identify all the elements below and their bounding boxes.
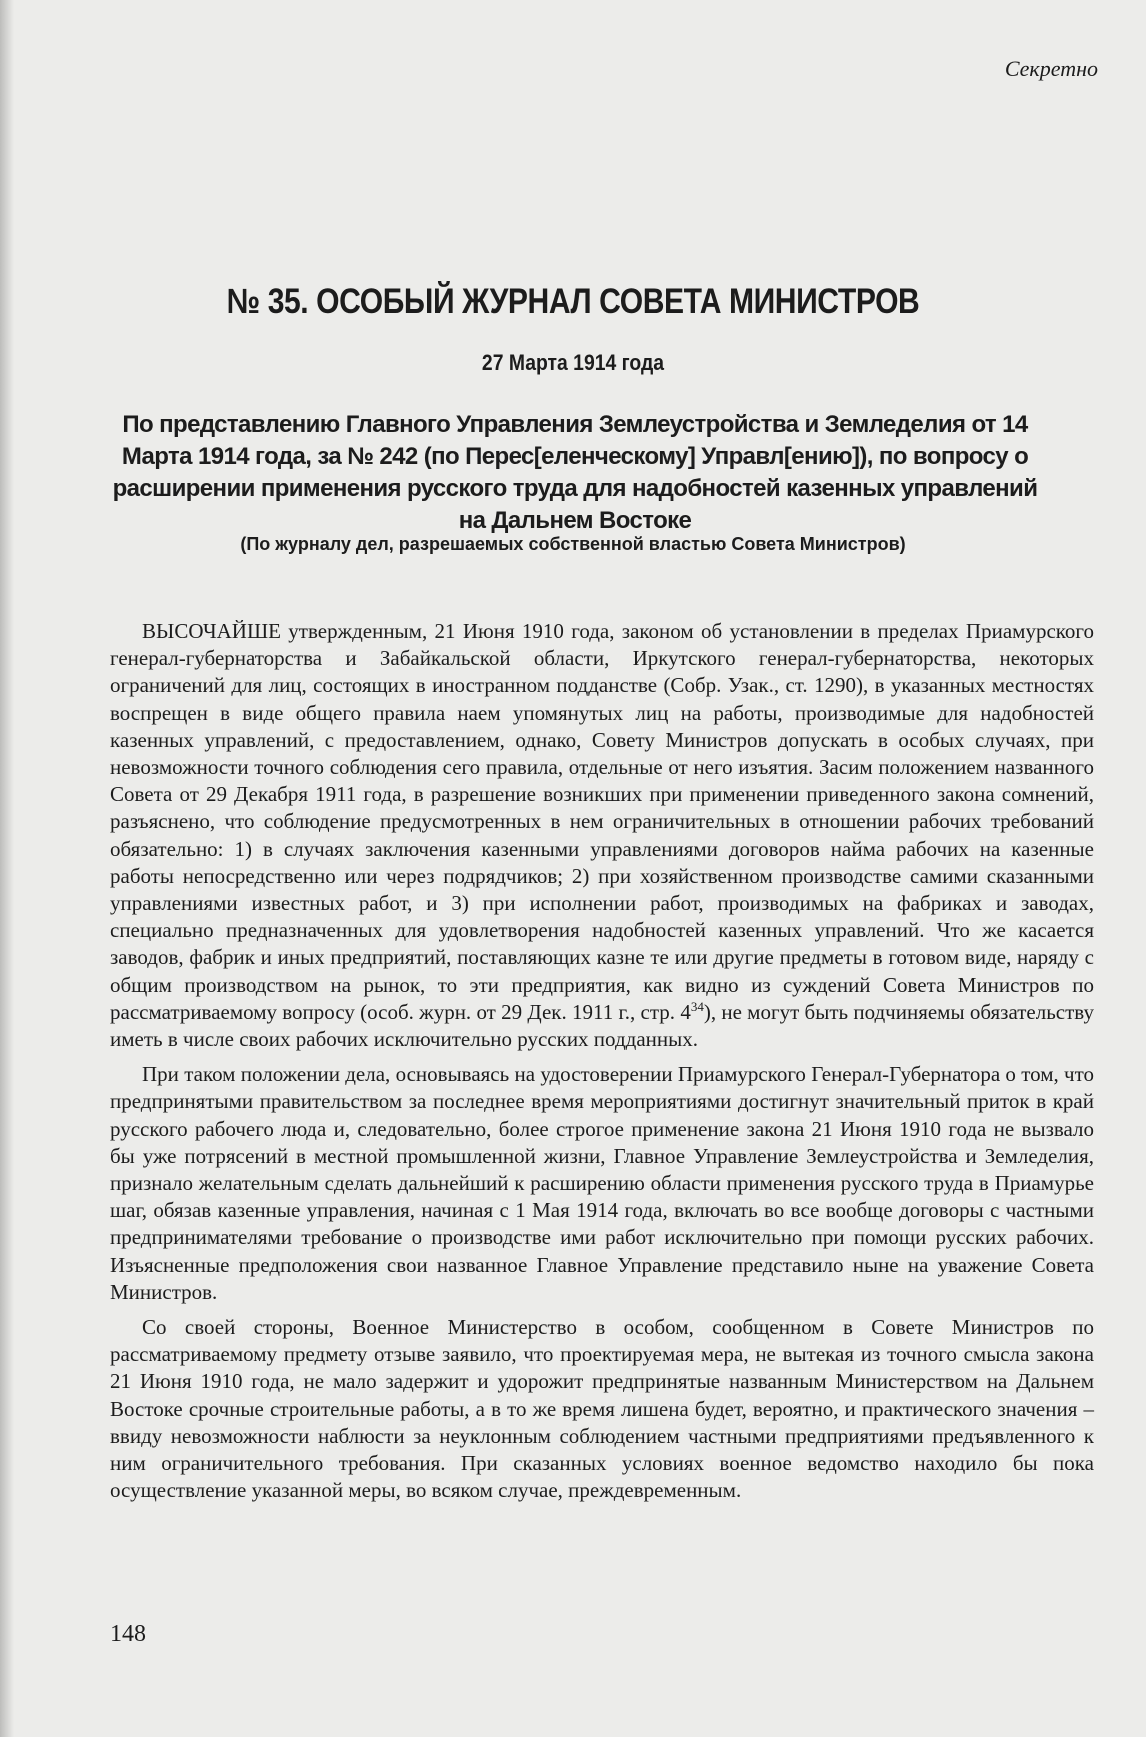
reverse-side-bleed-top [200, 50, 1100, 250]
paragraph-1-text-end: ), не могут быть подчиняемы обязательству иметь в числе своих рабочих исключительно русских подданных. [110, 999, 1095, 1052]
document-note: (По журналу дел, разрешаемых собственной властью Совета Министров) [240, 534, 906, 554]
paragraph-3: Со своей стороны, Военное Министерство в особом, сообщенном в Совете Министров по рассматриваемому предмету отзыве заявило, что проектируемая мера, не вытекая из точного смысла закона 21 Июня 1910 года, не мало задержит и удорожит предпринятые названным Министерством на Дальнем Востоке срочные строительные работы, а в то же время лишена будет, вероятно, и практического значения – ввиду невозможности наблюсти за неуклонным соблюдением частными предприятиями предъявленного к ним ограничительного требования. При сказанных условиях военное ведомство находило бы пока осуществление указанной меры, во всяком случае, преждевременным. [110, 1315, 1094, 1503]
page-number: 148 [110, 1621, 146, 1647]
document-subject: По представлению Главного Управления Землеустройства и Земледелия от 14 Марта 1914 года, за № 242 (по Перес[еленческому] Управл[ению]), по вопросу о расширении применения русского труда для надобностей казенных управлений на Дальнем Востоке [112, 411, 1038, 534]
paragraph-1 [110, 618, 1094, 1053]
paragraph-1-text: ВЫСОЧАЙШЕ утвержденным, 21 Июня 1910 года, законом об установлении в пределах Приамурского генерал-губернаторства и Забайкальской области, Иркутского генерал-губернаторства, некоторых ограничений для лиц, состоящих в иностранном подданстве (Собр. Узак., ст. 1290), в указанных местностях воспрещен в виде общего правила наем упомянутых лиц на работы, производимые для надобностей казенных управлений, с предоставлением, однако, Совету Министров допускать в особых случаях, при невозможности точного соблюдения сего правила, отдельные от него изъятия. Засим положением названного Совета от 29 Декабря 1911 года, в разрешение возникших при применении приведенного закона сомнений, разъяснено, что соблюдение предусмотренных в нем ограничительных в отношении рабочих требований обязательно: 1) в случаях заключения казенными управлениями договоров найма рабочих на казенные работы непосредственно или через подрядчиков; 2) при хозяйственном производстве самими сказанными управлениями известных работ, и 3) при исполнении работ, производимых на фабриках и заводах, специально предназначенных для удовлетворения надобностей казенных управлений. Что же касается заводов, фабрик и иных предприятий, поставляющих казне те или другие предметы в готовом виде, наряду с общим производством на рынок, то эти предприятия, как видно из суждений Совета Министров по рассматриваемому вопросу (особ. журн. от 29 Дек. 1911 г., стр. 4 [110, 619, 1094, 1024]
page-binding-shadow [0, 0, 14, 1737]
paragraph-2: При таком положении дела, основываясь на удостоверении Приамурского Генерал-Губернатора о том, что предпринятыми правительством за последнее время мероприятиями достигнут значительный приток в край русского рабочего люда и, следовательно, более строгое применение закона 21 Июня 1910 года не вызвало бы уже потрясений в местной промышленной жизни, Главное Управление Землеустройства и Земледелия, признало желательным сделать дальнейший к расширению области применения русского труда в Приамурье шаг, обязав казенные управления, начиная с 1 Мая 1914 года, включать во все вообще договоры с частными предпринимателями требование о производстве ими работ исключительно при помощи русских рабочих. Изъясненные предположения свои названное Главное Управление представило ныне на уважение Совета Министров. [110, 1062, 1094, 1304]
document-body [110, 618, 1094, 1513]
footnote-ref: 34 [690, 998, 704, 1014]
document-title: № 35. ОСОБЫЙ ЖУРНАЛ СОВЕТА МИНИСТРОВ [226, 282, 920, 321]
document-date: 27 Марта 1914 года [481, 350, 665, 375]
classification-mark: Секретно [1004, 56, 1098, 81]
